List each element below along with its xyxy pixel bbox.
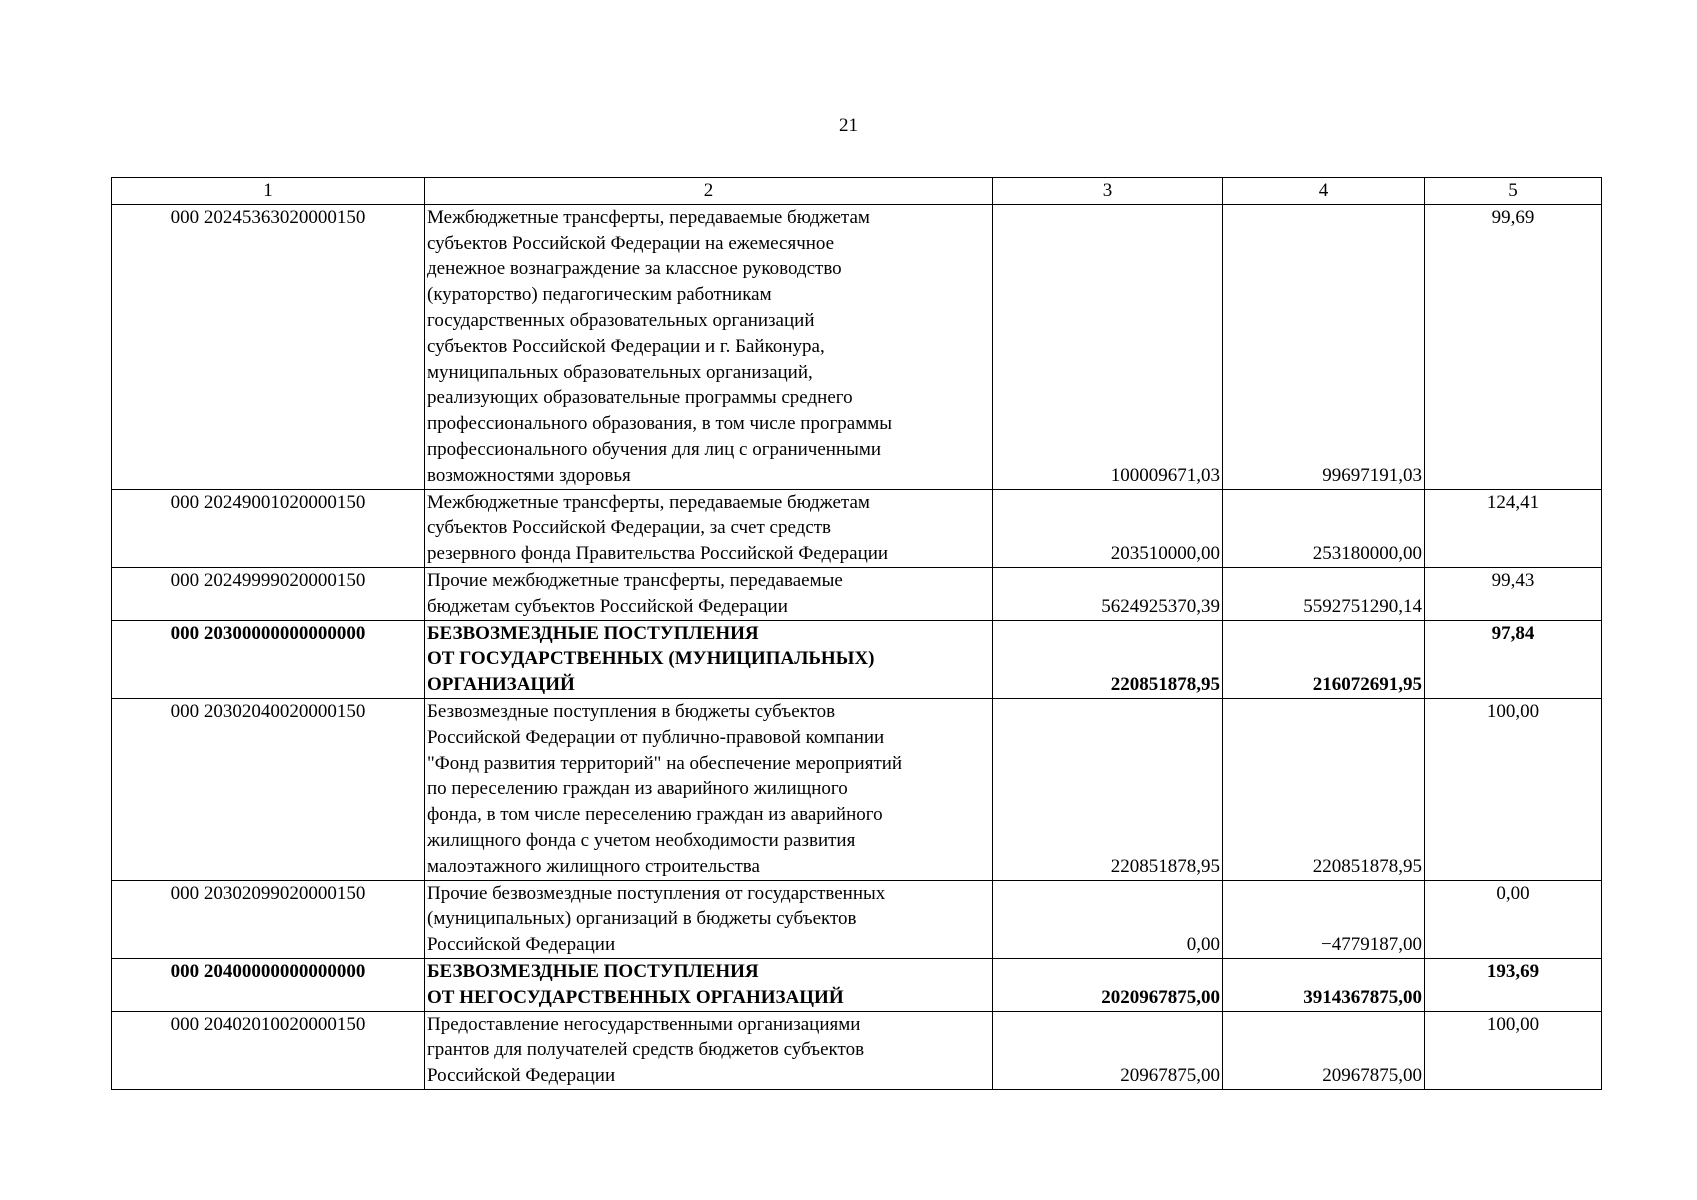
item-name: Межбюджетные трансферты, передаваемые бюджетам субъектов Российской Федерации, за счет средств резервного фонда Правительства Российской Федерации [425, 489, 993, 567]
value-col3: 203510000,00 [993, 489, 1223, 567]
budget-table [111, 177, 1602, 1090]
item-name: Предоставление негосударственными организациями грантов для получателей средств бюджетов субъектов Российской Федерации [425, 1011, 993, 1089]
value-col5: 193,69 [1425, 958, 1602, 1011]
value-col4: −4779187,00 [1223, 880, 1425, 958]
budget-code: 000 20302040020000150 [112, 698, 425, 880]
table-header-row [112, 178, 1602, 205]
table-row [112, 880, 1602, 958]
item-name: Безвозмездные поступления в бюджеты субъектов Российской Федерации от публично-правовой компании "Фонд развития территорий" на обеспечение мероприятий по переселению граждан из аварийного жилищного фонда, в том числе переселению граждан из аварийного жилищного фонда с учетом необходимости развития малоэтажного жилищного строительства [425, 698, 993, 880]
value-col4: 220851878,95 [1223, 698, 1425, 880]
item-name: Прочие межбюджетные трансферты, передаваемые бюджетам субъектов Российской Федерации [425, 567, 993, 620]
value-col4: 216072691,95 [1223, 620, 1425, 698]
value-col3: 220851878,95 [993, 698, 1223, 880]
column-header-5: 5 [1425, 178, 1602, 205]
value-col5: 124,41 [1425, 489, 1602, 567]
value-col3: 2020967875,00 [993, 958, 1223, 1011]
column-header-3: 3 [993, 178, 1223, 205]
column-header-4: 4 [1223, 178, 1425, 205]
budget-code: 000 20249001020000150 [112, 489, 425, 567]
value-col5: 99,69 [1425, 204, 1602, 489]
page-number: 21 [839, 115, 858, 136]
value-col5: 0,00 [1425, 880, 1602, 958]
value-col5: 97,84 [1425, 620, 1602, 698]
item-name: Прочие безвозмездные поступления от государственных (муниципальных) организаций в бюджеты субъектов Российской Федерации [425, 880, 993, 958]
value-col5: 100,00 [1425, 698, 1602, 880]
item-name: БЕЗВОЗМЕЗДНЫЕ ПОСТУПЛЕНИЯ ОТ НЕГОСУДАРСТВЕННЫХ ОРГАНИЗАЦИЙ [425, 958, 993, 1011]
value-col3: 100009671,03 [993, 204, 1223, 489]
column-header-1: 1 [112, 178, 425, 205]
budget-code: 000 20402010020000150 [112, 1011, 425, 1089]
value-col3: 20967875,00 [993, 1011, 1223, 1089]
table-row-summary [112, 958, 1602, 1011]
table-row [112, 698, 1602, 880]
table-row [112, 567, 1602, 620]
table-row-summary [112, 620, 1602, 698]
budget-code: 000 20245363020000150 [112, 204, 425, 489]
item-name: БЕЗВОЗМЕЗДНЫЕ ПОСТУПЛЕНИЯ ОТ ГОСУДАРСТВЕННЫХ (МУНИЦИПАЛЬНЫХ) ОРГАНИЗАЦИЙ [425, 620, 993, 698]
value-col3: 5624925370,39 [993, 567, 1223, 620]
column-header-2: 2 [425, 178, 993, 205]
item-name: Межбюджетные трансферты, передаваемые бюджетам субъектов Российской Федерации на ежемесячное денежное вознаграждение за классное руководство (кураторство) педагогическим работникам государственных образовательных организаций субъектов Российской Федерации и г. Байконура, муниципальных образовательных организаций, реализующих образовательные программы среднего профессионального образования, в том числе программы профессионального обучения для лиц с ограниченными возможностями здоровья [425, 204, 993, 489]
value-col4: 253180000,00 [1223, 489, 1425, 567]
value-col4: 3914367875,00 [1223, 958, 1425, 1011]
value-col3: 220851878,95 [993, 620, 1223, 698]
value-col3: 0,00 [993, 880, 1223, 958]
budget-code: 000 20400000000000000 [112, 958, 425, 1011]
value-col4: 20967875,00 [1223, 1011, 1425, 1089]
budget-code: 000 20302099020000150 [112, 880, 425, 958]
table-row [112, 1011, 1602, 1089]
table-row [112, 204, 1602, 489]
value-col5: 99,43 [1425, 567, 1602, 620]
budget-code: 000 20300000000000000 [112, 620, 425, 698]
budget-code: 000 20249999020000150 [112, 567, 425, 620]
value-col4: 99697191,03 [1223, 204, 1425, 489]
table-row [112, 489, 1602, 567]
value-col5: 100,00 [1425, 1011, 1602, 1089]
value-col4: 5592751290,14 [1223, 567, 1425, 620]
